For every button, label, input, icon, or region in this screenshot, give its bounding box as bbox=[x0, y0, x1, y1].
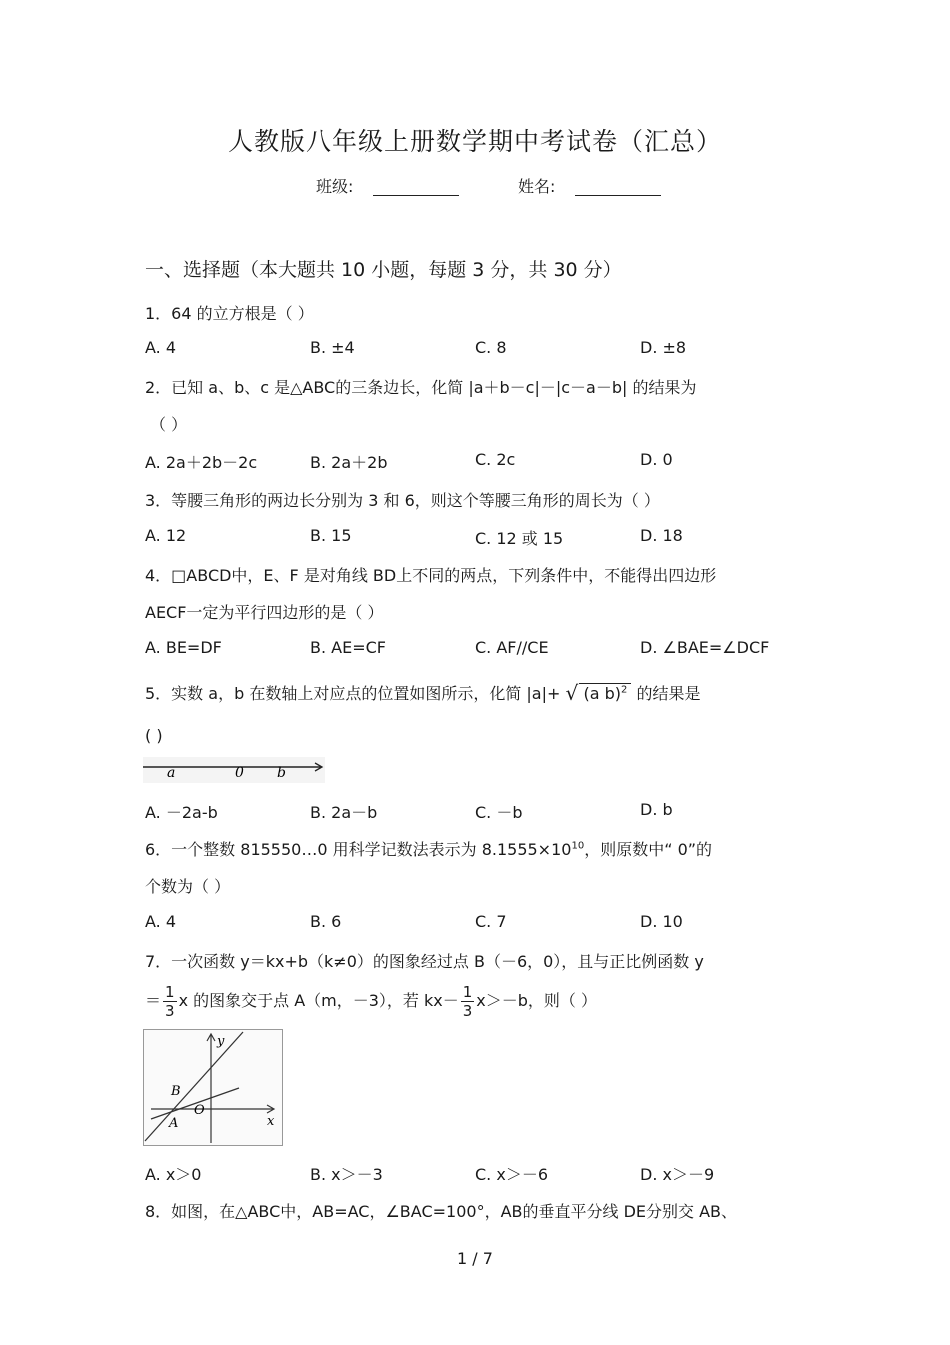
axis-label-0: 0 bbox=[235, 765, 244, 781]
question-8: 8．如图，在△ABC中，AB=AC，∠BAC=100°，AB的垂直平分线 DE分别交 AB、 bbox=[145, 1202, 738, 1221]
graph-label-y: y bbox=[217, 1034, 225, 1049]
q6-option-b: B. 6 bbox=[310, 912, 342, 931]
q1-option-c: C. 8 bbox=[475, 338, 507, 357]
graph-label-b: B bbox=[171, 1084, 181, 1099]
frac-den: 3 bbox=[165, 1002, 175, 1020]
name-label: 姓名: bbox=[518, 177, 556, 196]
frac-num: 1 bbox=[165, 983, 175, 1001]
graph-label-origin: O bbox=[194, 1103, 205, 1118]
q2-option-d: D. 0 bbox=[640, 450, 673, 469]
question-3: 3．等腰三角形的两边长分别为 3 和 6，则这个等腰三角形的周长为（ ） bbox=[145, 491, 660, 510]
fraction-one-third-a bbox=[163, 983, 177, 1020]
question-5-text-b: 的结果是 bbox=[631, 684, 701, 703]
frac-num: 1 bbox=[462, 983, 473, 1001]
q7-option-c: C. x＞－6 bbox=[475, 1165, 548, 1184]
q3-option-d: D. 18 bbox=[640, 526, 683, 545]
sqrt-exponent: 2 bbox=[621, 684, 628, 696]
axis-label-b: b bbox=[277, 765, 286, 781]
question-7-line2 bbox=[145, 983, 597, 1020]
number-line-figure bbox=[143, 757, 325, 783]
q7-text-c: x＞－b，则（ ） bbox=[476, 991, 598, 1010]
question-6-text-a: 6．一个整数 815550…0 用科学记数法表示为 8.1555×10 bbox=[145, 840, 572, 859]
q2-option-b: B. 2a＋2b bbox=[310, 453, 388, 472]
class-blank bbox=[373, 195, 459, 196]
q7-eq: ＝ bbox=[145, 991, 162, 1010]
question-6-text-b: ，则原数中“ 0”的 bbox=[584, 840, 713, 859]
q2-option-a: A. 2a＋2b－2c bbox=[145, 453, 258, 472]
page-title: 人教版八年级上册数学期中考试卷（汇总） bbox=[227, 127, 722, 156]
name-blank bbox=[575, 195, 661, 196]
sqrt-radicand: (a b) bbox=[583, 684, 622, 703]
section-heading: 一、选择题（本大题共 10 小题，每题 3 分，共 30 分） bbox=[145, 259, 622, 281]
graph-frame bbox=[144, 1030, 283, 1146]
question-5-text-a: 5．实数 a，b 在数轴上对应点的位置如图所示，化简 |a|+ bbox=[145, 684, 566, 703]
q1-option-d: D. ±8 bbox=[640, 338, 687, 357]
q6-option-a: A. 4 bbox=[145, 912, 177, 931]
q4-option-c: C. AF//CE bbox=[475, 638, 549, 657]
question-6 bbox=[145, 837, 712, 860]
q2-option-c: C. 2c bbox=[475, 450, 516, 469]
class-label: 班级: bbox=[316, 177, 354, 196]
q1-option-a: A. 4 bbox=[145, 338, 177, 357]
question-2-paren: （ ） bbox=[150, 415, 188, 434]
q7-option-a: A. x＞0 bbox=[145, 1165, 202, 1184]
fraction-one-third-b bbox=[461, 983, 475, 1020]
graph-label-a: A bbox=[169, 1116, 179, 1131]
q3-option-a: A. 12 bbox=[145, 526, 187, 545]
q7-text-b: x 的图象交于点 A（m，－3），若 kx－ bbox=[178, 991, 459, 1010]
question-4: 4．□ABCD中，E、F 是对角线 BD上不同的两点，下列条件中，不能得出四边形 bbox=[145, 566, 717, 585]
sqrt-expression bbox=[579, 683, 631, 703]
question-1: 1．64 的立方根是（ ） bbox=[145, 304, 314, 323]
question-5 bbox=[145, 681, 700, 704]
q5-option-a: A. －2a-b bbox=[145, 803, 218, 822]
q5-option-b: B. 2a－b bbox=[310, 803, 378, 822]
question-2: 2．已知 a、b、c 是△ABC的三条边长，化简 |a＋b－c|－|c－a－b| 的结果为 bbox=[145, 378, 697, 397]
q7-option-b: B. x＞－3 bbox=[310, 1165, 383, 1184]
q5-option-c: C. －b bbox=[475, 803, 523, 822]
q1-option-b: B. ±4 bbox=[310, 338, 355, 357]
axis-label-a: a bbox=[167, 765, 176, 781]
q4-option-b: B. AE=CF bbox=[310, 638, 386, 657]
q3-option-c: C. 12 或 15 bbox=[475, 529, 564, 548]
function-graph-figure bbox=[143, 1029, 283, 1146]
question-7: 7．一次函数 y＝kx+b（k≠0）的图象经过点 B（－6，0），且与正比例函数 y bbox=[145, 952, 704, 971]
page-number: 1 / 7 bbox=[457, 1249, 493, 1268]
q3-option-b: B. 15 bbox=[310, 526, 352, 545]
question-5-paren: ( ) bbox=[145, 726, 163, 745]
q4-option-d: D. ∠BAE=∠DCF bbox=[640, 638, 770, 657]
q6-option-c: C. 7 bbox=[475, 912, 507, 931]
question-6-line2: 个数为（ ） bbox=[145, 877, 231, 896]
q4-option-a: A. BE=DF bbox=[145, 638, 222, 657]
q7-option-d: D. x＞－9 bbox=[640, 1165, 715, 1184]
frac-den: 3 bbox=[462, 1002, 473, 1020]
q5-option-d: D. b bbox=[640, 800, 673, 819]
exponent: 10 bbox=[571, 840, 585, 852]
graph-label-x: x bbox=[267, 1114, 275, 1129]
question-4-line2: AECF一定为平行四边形的是（ ） bbox=[145, 603, 384, 622]
q6-option-d: D. 10 bbox=[640, 912, 683, 931]
